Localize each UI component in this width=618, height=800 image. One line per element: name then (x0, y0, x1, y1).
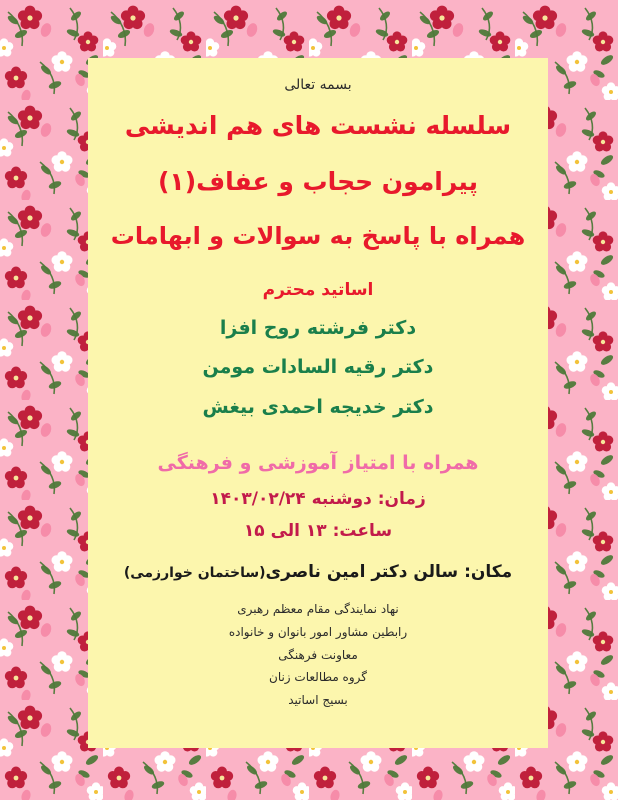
poster-title-line-3: همراه با پاسخ به سوالات و ابهامات (110, 222, 526, 251)
teachers-label: اساتید محترم (262, 279, 374, 300)
organizers-list (110, 598, 526, 712)
event-place (110, 561, 526, 584)
event-date: زمان: دوشنبه ۱۴۰۳/۰۲/۲۴ (210, 489, 426, 510)
event-place-building: (ساختمان خوارزمی) (123, 565, 266, 582)
poster-title-line-2: پیرامون حجاب و عفاف(۱) (157, 166, 479, 196)
organizer-item: معاونت فرهنگی (278, 647, 358, 662)
organizer-item: بسیج اساتید (288, 693, 348, 708)
teacher-name-1: دکتر فرشته روح افزا (219, 316, 417, 339)
teacher-name-3: دکتر خدیجه احمدی بیغش (202, 396, 434, 418)
teacher-name-2: دکتر رقیه السادات مومن (202, 356, 434, 379)
organizer-item: رابطین مشاور امور بانوان و خانواده (228, 624, 408, 639)
organizer-item: نهاد نمایندگی مقام معظم رهبری (237, 602, 399, 617)
bismillah-text: بسمه تعالی (284, 77, 352, 93)
organizer-item: گروه مطالعات زنان (269, 670, 367, 685)
credit-note: همراه با امتیاز آموزشی و فرهنگی (157, 451, 479, 474)
poster-title-line-1: سلسله نشست های هم اندیشی (124, 110, 512, 140)
event-place-main: مکان: سالن دکتر امین ناصری (265, 562, 513, 583)
poster-card (88, 58, 548, 748)
event-time: ساعت: ۱۳ الی ۱۵ (243, 521, 393, 542)
